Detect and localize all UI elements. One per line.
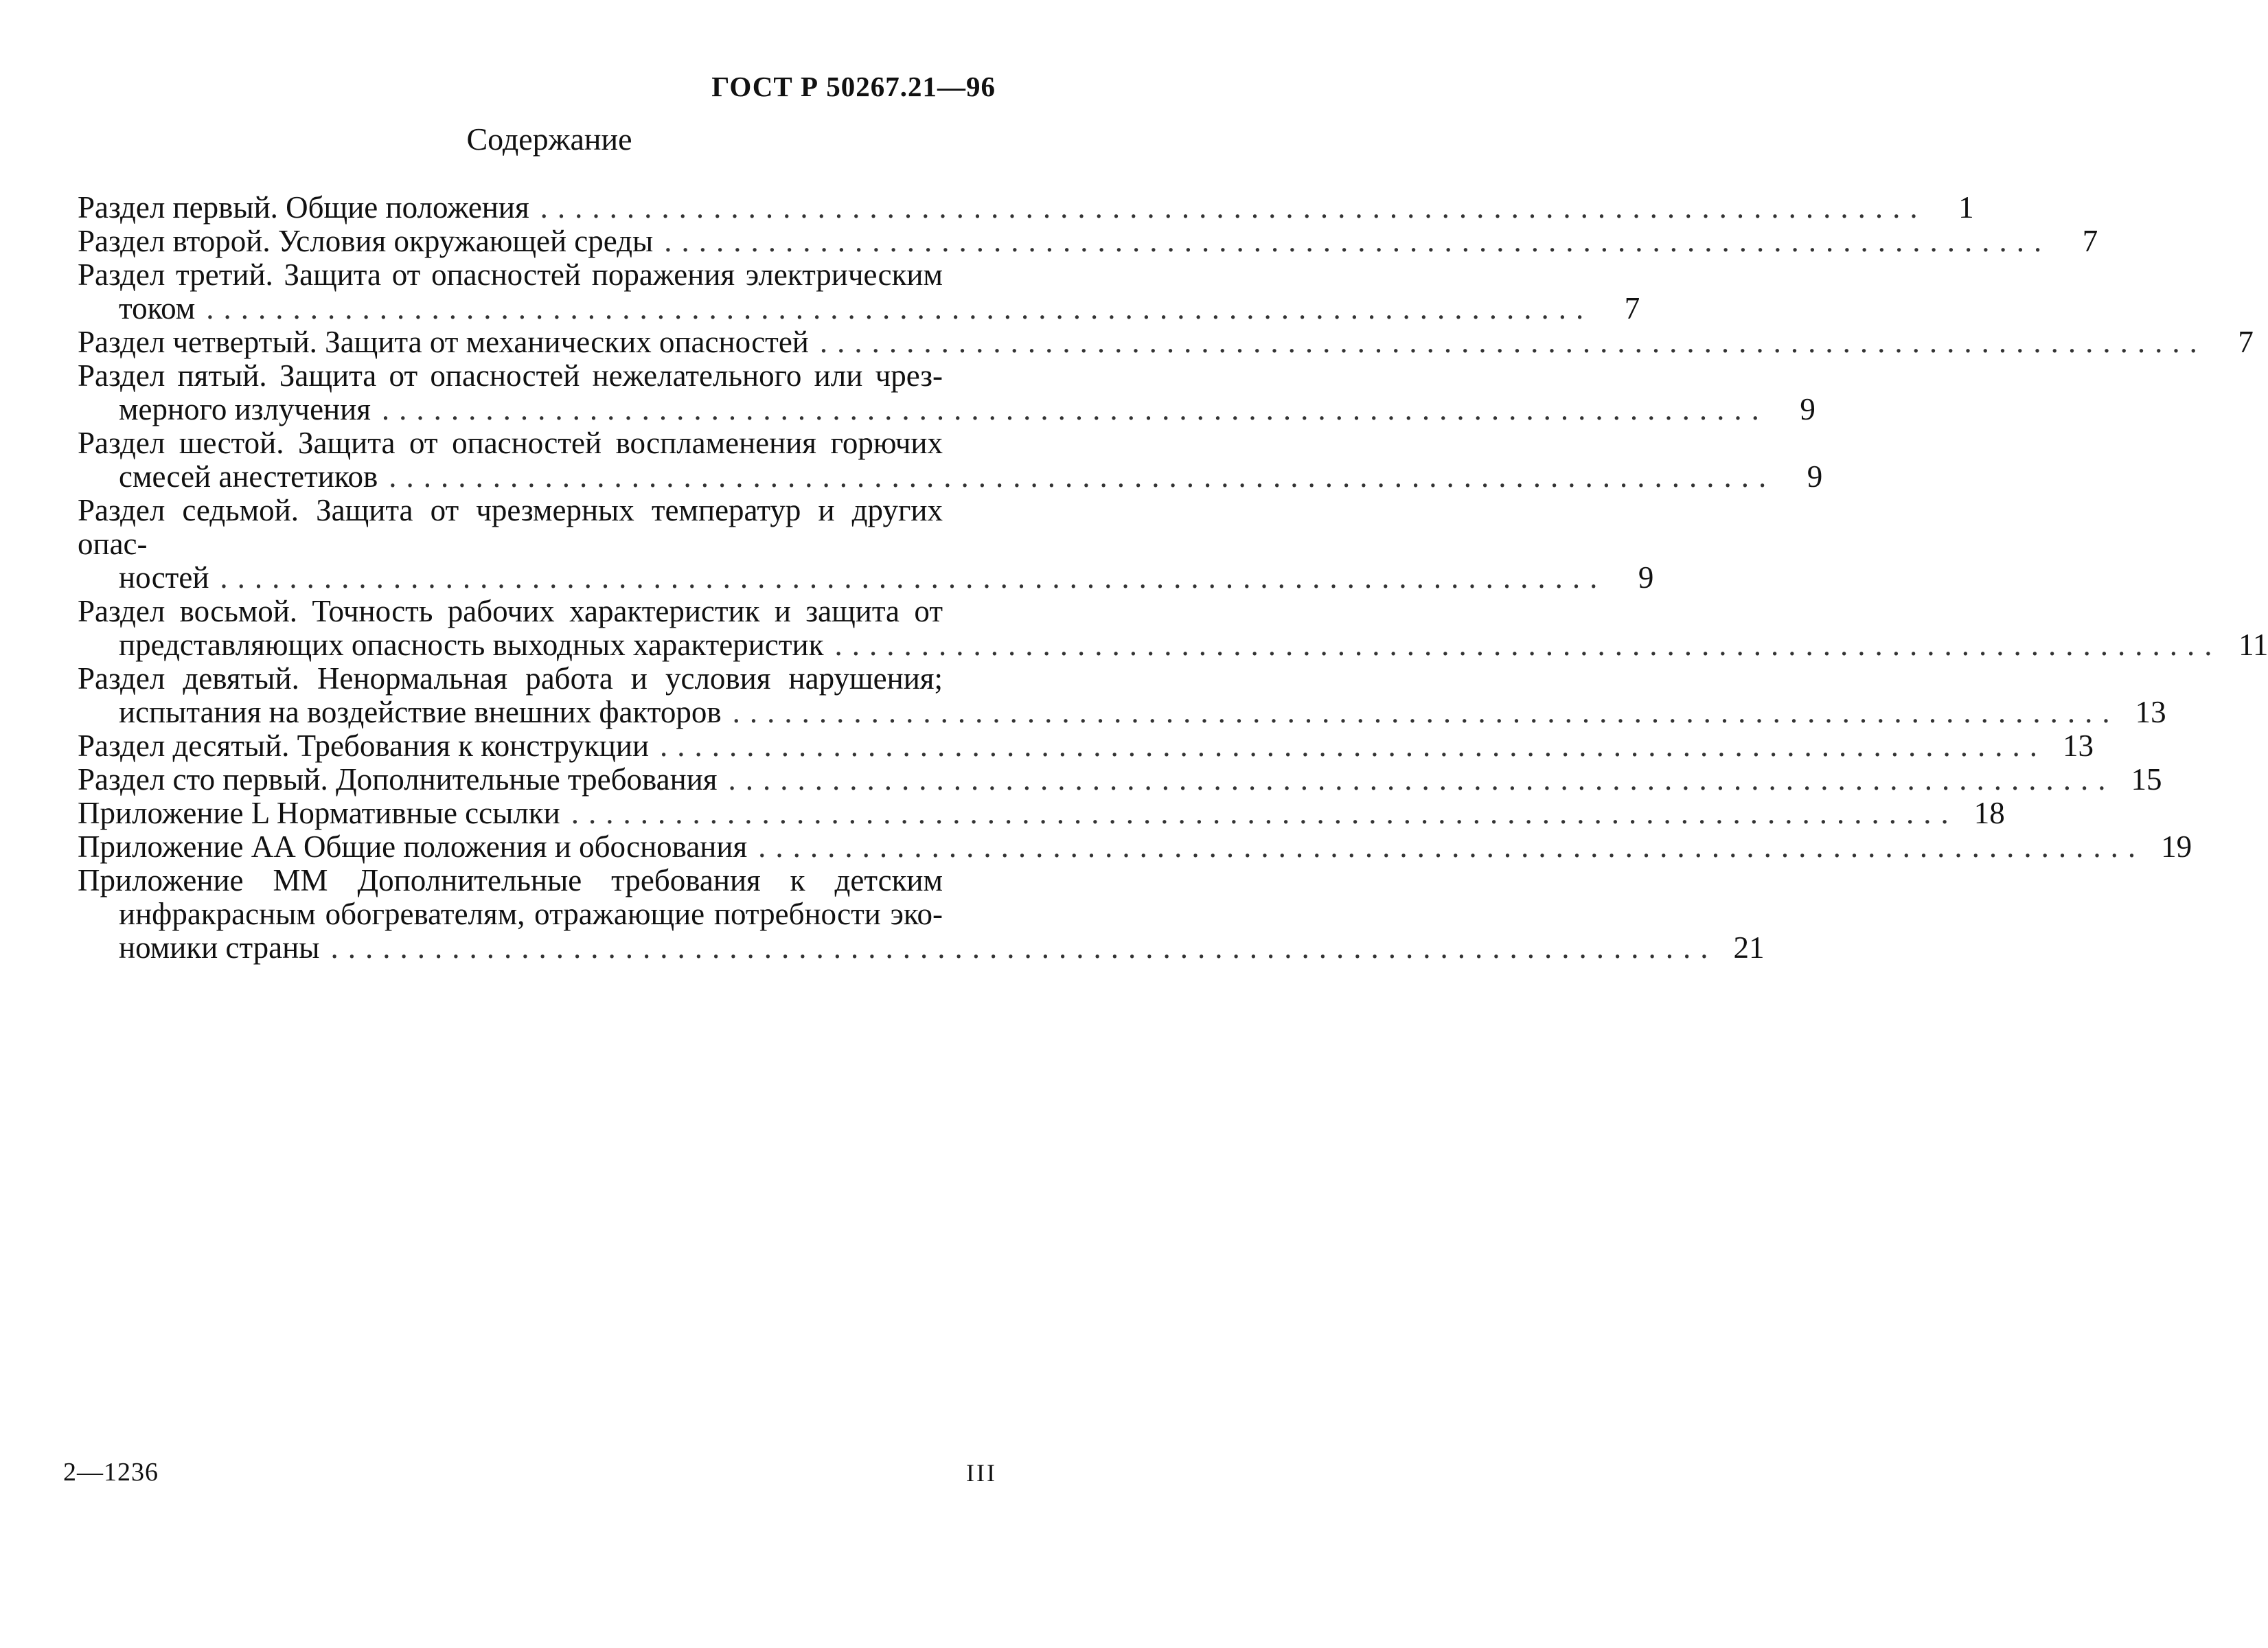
toc-entry-last-line — [78, 762, 2162, 797]
toc-entry-last-line — [78, 829, 2192, 864]
toc-entry — [78, 829, 2192, 864]
footer-sheet-number: 2—1236 — [63, 1458, 159, 1487]
toc-page-number: 11 — [2238, 628, 2268, 662]
toc-entry-text-line: Раздел шестой. Защита от опасностей воспламенения горючих — [78, 426, 943, 460]
toc-entry — [78, 594, 2268, 662]
toc-entry-text-line: Раздел первый. Общие положения — [78, 190, 529, 225]
toc-entry-text-line: Раздел седьмой. Защита от чрезмерных температур и других опас- — [78, 493, 943, 561]
toc-entry-last-line — [78, 628, 2268, 662]
toc-entry-text-line: Приложение ММ Дополнительные требования к детским — [78, 863, 943, 897]
toc-entry — [78, 661, 2166, 729]
toc-entry-last-line — [78, 930, 1765, 965]
toc-entry-last-line — [78, 695, 2166, 729]
toc-page-number: 18 — [1973, 796, 2005, 830]
dot-leader: ................................................................................ — [220, 560, 1607, 595]
toc-entry — [78, 358, 1815, 426]
toc-entry — [78, 729, 2094, 763]
dot-leader: ................................................................................ — [758, 829, 2146, 864]
toc-page-number: 9 — [1807, 459, 1823, 494]
dot-leader: ................................................................................ — [819, 325, 2207, 359]
table-of-contents — [78, 190, 2268, 965]
toc-entry-text-line: смесей анестетиков — [119, 459, 378, 494]
toc-entry-text-line: Раздел пятый. Защита от опасностей нежелательного или чрез- — [78, 358, 943, 393]
toc-page-number: 21 — [1733, 930, 1765, 965]
toc-entry-last-line — [78, 392, 1815, 426]
toc-entry-text-line: Раздел восьмой. Точность рабочих характеристик и защита от — [78, 594, 943, 628]
toc-page-number: 9 — [1800, 392, 1815, 426]
dot-leader: ................................................................................ — [389, 459, 1776, 494]
toc-entry — [78, 493, 1654, 595]
toc-entry — [78, 258, 1640, 325]
toc-page-number: 7 — [2238, 325, 2254, 359]
toc-entry-text-line: Приложение АА Общие положения и обоснования — [78, 829, 748, 864]
toc-entry — [78, 426, 1823, 494]
toc-entry-text-line: мерного излучения — [119, 392, 371, 426]
toc-entry — [78, 325, 2254, 359]
toc-entry-text-line: ностей — [119, 560, 209, 595]
toc-page-number: 9 — [1638, 560, 1654, 595]
toc-entry-text-line: номики страны — [119, 930, 320, 965]
toc-entry — [78, 796, 2005, 830]
toc-entry-last-line — [78, 325, 2254, 359]
dot-leader: ................................................................................ — [728, 762, 2116, 797]
dot-leader: ................................................................................ — [660, 729, 2048, 763]
dot-leader: ................................................................................ — [571, 796, 1958, 830]
document-code: ГОСТ Р 50267.21—96 — [711, 71, 996, 102]
toc-page-number: 7 — [2082, 224, 2098, 258]
toc-page-number: 7 — [1624, 291, 1640, 325]
toc-page-number: 13 — [2135, 695, 2166, 729]
toc-page-number: 15 — [2131, 762, 2162, 797]
toc-entry-last-line — [78, 729, 2094, 763]
toc-entry-last-line — [78, 190, 1974, 225]
dot-leader: ................................................................................ — [330, 930, 1718, 965]
dot-leader: ................................................................................ — [664, 224, 2052, 258]
dot-leader: ................................................................................ — [732, 695, 2120, 729]
toc-entry-text-line: Приложение L Нормативные ссылки — [78, 796, 560, 830]
toc-entry-last-line — [78, 796, 2005, 830]
toc-entry-text-line: представляющих опасность выходных характеристик — [119, 628, 824, 662]
dot-leader: ................................................................................ — [381, 392, 1769, 426]
page-title: Содержание — [466, 122, 632, 157]
toc-entry-last-line — [78, 560, 1654, 595]
toc-entry-last-line — [78, 224, 2098, 258]
toc-entry-text-line: Раздел второй. Условия окружающей среды — [78, 224, 654, 258]
toc-page-number: 19 — [2161, 829, 2192, 864]
toc-page-number: 13 — [2063, 729, 2094, 763]
toc-entry — [78, 863, 1765, 965]
toc-entry-text-line: Раздел десятый. Требования к конструкции — [78, 729, 650, 763]
toc-entry — [78, 762, 2162, 797]
toc-entry-text-line: инфракрасным обогревателям, отражающие потребности эко- — [119, 897, 943, 931]
toc-entry-text-line: током — [119, 291, 196, 325]
dot-leader: ................................................................................ — [206, 291, 1594, 325]
toc-entry-last-line — [78, 291, 1640, 325]
toc-entry-last-line — [78, 459, 1823, 494]
toc-entry — [78, 190, 1974, 225]
toc-page-number: 1 — [1958, 190, 1974, 225]
dot-leader: ................................................................................ — [540, 190, 1927, 225]
toc-entry-text-line: Раздел девятый. Ненормальная работа и условия нарушения; — [78, 661, 943, 696]
toc-entry-text-line: Раздел сто первый. Дополнительные требования — [78, 762, 718, 797]
footer-page-number: III — [966, 1459, 997, 1487]
toc-entry-text-line: Раздел третий. Защита от опасностей поражения электрическим — [78, 258, 943, 292]
toc-entry-text-line: испытания на воздействие внешних факторов — [119, 695, 722, 729]
dot-leader: ................................................................................ — [834, 628, 2222, 662]
toc-entry-text-line: Раздел четвертый. Защита от механических опасностей — [78, 325, 809, 359]
toc-entry — [78, 224, 2098, 258]
